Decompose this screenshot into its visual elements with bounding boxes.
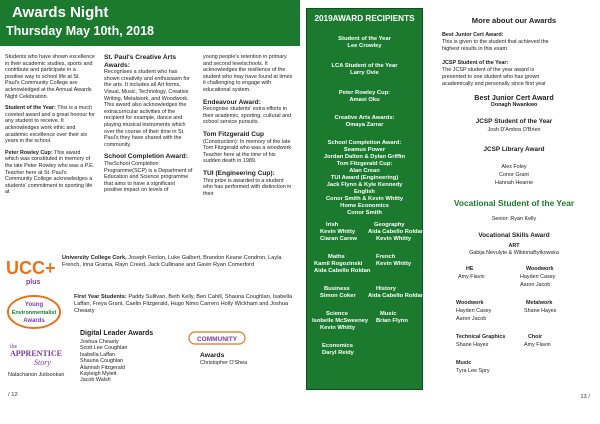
recipient-line: Home Economics — [340, 203, 389, 209]
jcsp-heading: JCSP Student of the Year: — [442, 60, 509, 66]
recipient-subject-right: Music — [380, 311, 397, 317]
awards-title: Awards — [200, 352, 225, 359]
ucc-recipients — [62, 255, 294, 268]
text-column-3 — [203, 54, 293, 202]
community-logo — [188, 328, 246, 350]
recipient-subject-right: French — [376, 254, 396, 260]
library-name: Conor Grant — [499, 172, 529, 178]
recipient-line: Alan Crean — [349, 168, 380, 174]
jcsp-text: presented to one student who has grown — [442, 74, 540, 80]
more-about-title: More about our Awards — [471, 16, 557, 25]
recipient-subject-left: Maths — [328, 254, 345, 260]
svg-text:Young: Young — [24, 302, 44, 308]
recipient-line: Seamus Power — [343, 147, 386, 153]
woodwork2-label: Woodwork — [456, 300, 484, 306]
recipient-subject-right: Kevin Whitty — [376, 261, 412, 267]
recipient-subject-left: Science — [326, 311, 348, 317]
recipient-subject-left: Daryl Reidy — [322, 350, 354, 356]
metalwork-label: Metalwork — [526, 300, 553, 306]
recipient-subject-left: Ciaran Carew — [320, 236, 358, 242]
digital-leader-name: Scott Lee Coughlan — [80, 345, 128, 352]
recipient-subject-right: Kevin Whitty — [376, 236, 412, 242]
recipient-subject-right: Aida Cabello Roldan — [368, 229, 425, 235]
ucc-logo-sub: plus — [26, 279, 41, 286]
recipient-line: Tom Fitzgerald Cup: — [336, 161, 393, 167]
page-number-right: 13 / — [580, 394, 590, 400]
recipient-line: School Completion Award: — [327, 140, 402, 146]
digital-leader-name: Joshua Cheasty — [80, 339, 119, 345]
recipient-line: Lee Crowley — [347, 43, 382, 49]
ucc-plus-logo — [6, 254, 56, 286]
best-jc-name: Oonagh Nwankwo — [490, 102, 538, 108]
tom-fitzgerald-heading: Tom Fitzgerald Cup — [203, 130, 265, 138]
voc-skills-title: Vocational Skills Award — [478, 232, 550, 239]
apprentice-caption: Natachanon Jutisookan — [8, 372, 65, 378]
creative-arts-paragraph: Recognises a student who has shown creativity and enthusiasm for the arts. It includes all Art forms, Visual, Music, Technology, Creative Writing, Metalwork, and Woodwork. This award also acknowledges the extracurricular activities of the recipient for example, dance and playing musical instruments which over the course of their time in St. Paul's they have shared with the community. — [104, 69, 190, 148]
recipient-line: Amasi Oku — [349, 97, 380, 103]
recipient-subject-right: Geography — [374, 222, 405, 228]
library-title: JCSP Library Award — [483, 146, 545, 153]
woodwork2-name: Aaron Jacob — [456, 316, 487, 322]
library-name: Alex Foley — [501, 164, 527, 170]
senior-line: Senior: Ryan Kelly — [491, 216, 537, 222]
svg-text:Environmentalist: Environmentalist — [11, 310, 57, 316]
recipient-subject-left: Kevin Whitty — [320, 229, 356, 235]
he-label: HE — [466, 266, 474, 272]
recipients-panel — [306, 0, 423, 424]
tom-fitzgerald-paragraph: (Construction): In memory of the late Tom Fitzgerald who was a woodwork Teacher here at the time of his sudden death in 1989. — [203, 138, 292, 165]
school-completion-paragraph: TheSchool Completion Programme(SCP) is a Department of Education and Science programme that aims to have a significant positive impact on levels of — [104, 160, 193, 194]
school-completion-heading: School Completion Award: — [104, 153, 188, 161]
art-label: ART — [508, 243, 520, 249]
digital-leader-name: Isabella Laffan — [80, 351, 115, 358]
woodwork2-name: Hayden Casey — [456, 308, 492, 314]
recipient-line: Student of the Year — [338, 36, 391, 42]
recipient-line: English — [354, 189, 375, 195]
jcsp-name: Josh D'Ambra O'Brien — [487, 127, 541, 133]
digital-leader-block — [80, 330, 180, 384]
library-name: Hannah Hearne — [494, 180, 534, 186]
recipient-line: Conor Smith — [347, 210, 382, 216]
woodwork-label: Woodwork — [526, 266, 554, 272]
svg-text:Awards: Awards — [23, 318, 45, 324]
recipient-subject-left: Isobelle McSweeney — [312, 318, 369, 324]
recipient-line: Jack Flynn & Kyle Kennedy — [326, 182, 403, 188]
header-bar — [0, 0, 300, 46]
text-column-2 — [104, 54, 194, 199]
he-name: Amy Flavin — [458, 274, 485, 280]
recipient-subject-left: Irish — [326, 222, 339, 228]
recipients-title: 2019AWARD RECIPIENTS — [314, 14, 415, 23]
apprentice-story-logo — [8, 340, 70, 368]
recipient-line: Creative Arts Awards: — [334, 115, 395, 121]
recipient-line: LCA Student of the Year — [331, 63, 398, 69]
svg-text:APPRENTICE: APPRENTICE — [10, 349, 63, 358]
endeavour-paragraph: Recognise students' extra efforts in their academic, sporting, cultural and school service pursuits. — [203, 106, 292, 126]
recipient-line: Larry Ovie — [350, 70, 379, 76]
right-page — [428, 0, 600, 424]
recipient-subject-left: Economics — [322, 343, 353, 349]
svg-text:Story: Story — [34, 358, 51, 367]
digital-leader-name: Jacob Walsh — [80, 377, 111, 384]
page-number-left: / 12 — [8, 392, 18, 398]
page-title: Awards Night — [12, 4, 109, 21]
endeavour-heading: Endeavour Award: — [203, 98, 261, 106]
choir-label: Choir — [528, 334, 543, 340]
peter-rowley-paragraph: Peter Rowley Cup: This award which was constituted in memory of the late Peter Rowley who was a P.E. Teacher here at St. Paul's Community College acknowledges a students' commitment to sporting life at — [5, 149, 95, 196]
recipient-line: Jordan Dalton & Dylan Griffin — [323, 154, 406, 160]
jcsp-text: academically and personally since first year — [442, 81, 546, 87]
creative-arts-heading: St. Paul's Creative Arts Awards: — [104, 54, 177, 69]
choir-name: Amy Flavin — [524, 342, 551, 348]
recipient-subject-right: History — [376, 286, 396, 292]
art-names: Gabija Nevulyte & WiktoriaBytkowska — [469, 250, 559, 256]
ucc-heading: University College Cork, — [62, 255, 127, 261]
recipient-subject-left: Kevin Whitty — [320, 325, 356, 331]
jcsp-text: The JCSP student of the year award is — [442, 67, 535, 73]
recipient-line: Peter Rowley Cup: — [338, 90, 391, 96]
recipient-subject-left: Aida Cabello Roldan — [314, 268, 371, 274]
best-jc-title: Best Junior Cert Award — [474, 93, 554, 102]
text-column-1 — [5, 54, 95, 201]
recipient-line: TUI Award (Engineering) — [330, 175, 399, 181]
recipient-subject-left: Business — [324, 286, 350, 292]
awards-block — [200, 352, 296, 366]
digital-leader-name: Shauna Coughlan — [80, 358, 124, 365]
ucc-logo-text: UCC+ — [6, 258, 56, 278]
recipient-subject-left: Kamil Rogozinski — [314, 261, 363, 267]
awards-name: Christopher O'Shea — [200, 360, 248, 366]
digital-leader-name: Kayleigh Mylett — [80, 371, 117, 378]
junior-cert-text: highest results in this exam. — [442, 46, 509, 52]
vocational-title: Vocational Student of the Year — [453, 198, 575, 208]
jcsp-title: JCSP Student of the Year — [475, 118, 553, 125]
first-year-recipients — [74, 294, 298, 314]
music-label: Music — [456, 360, 472, 366]
recipient-line: Conor Smith & Kevin Whitty — [325, 196, 404, 202]
svg-text:the: the — [10, 344, 18, 350]
ucc-names: Joseph Fenlon, Luke Galbert, Brandon Keane Condron, Layla French, Irina Grama, Rayn Creed, Jack Cullinane and Gavin Ryan Comerford — [62, 255, 282, 268]
tg-name: Shane Hayes — [456, 342, 489, 348]
digital-leader-name: Alannah Fitzgerald — [80, 364, 125, 371]
recipient-line: Omaya Zarrar — [345, 122, 384, 128]
tui-heading: TUI (Engineering Cup): — [203, 169, 275, 177]
woodwork-name: Hayden Casey — [520, 274, 556, 280]
recipient-subject-left: Simon Coker — [320, 293, 356, 299]
digital-leader-title: Digital Leader Awards — [80, 330, 154, 337]
first-year-heading: First Year Students: — [74, 294, 127, 300]
recipient-subject-right: Aida Cabello Roldan — [368, 293, 425, 299]
young-environmentalist-logo — [6, 294, 62, 330]
tui-paragraph: This prize is awarded to a student who has performed with distinction in their — [203, 177, 292, 197]
junior-cert-heading: Best Junior Cert Award: — [442, 32, 504, 38]
tg-label: Technical Graphics — [456, 334, 506, 340]
recipient-subject-right: Brian Flynn — [376, 318, 408, 324]
retention-paragraph: young people's retention in primary and second levelschools. It acknowledges the resilience of the student who may have found at times it challenging to engage with educational system. — [203, 54, 293, 93]
music-name: Tyra Lee Spry — [456, 368, 490, 374]
metalwork-name: Shane Hayes — [524, 308, 557, 314]
event-date: Thursday May 10th, 2018 — [6, 24, 154, 38]
student-of-year-paragraph: Student of the Year: This is a much coveted award and a great honour for any student to receive. It acknowledges work ethic and academic excellence over their six years in the school. — [5, 105, 95, 145]
intro-paragraph: Students who have shown excellence in their academic studies, sports and contribute and participate in a positive way to school life at St. Paul's Community College are acknowledged at the Annual Awards Night Celebration. — [5, 54, 95, 100]
svg-text:COMMUNITY: COMMUNITY — [196, 336, 238, 343]
woodwork-name: Aaron Jacob — [520, 282, 551, 288]
first-year-names: Paddy Sullivan, Beth Kelly, Ben Cahill, Shauna Coughlan, Isabella Laffan, Freya Grant, Caelin Fitzgerald, Hugo Nimo Carrero Holly Wickham and Joshua Cheasty — [74, 294, 293, 314]
junior-cert-text: This is given to the student that achieved the — [442, 39, 549, 45]
